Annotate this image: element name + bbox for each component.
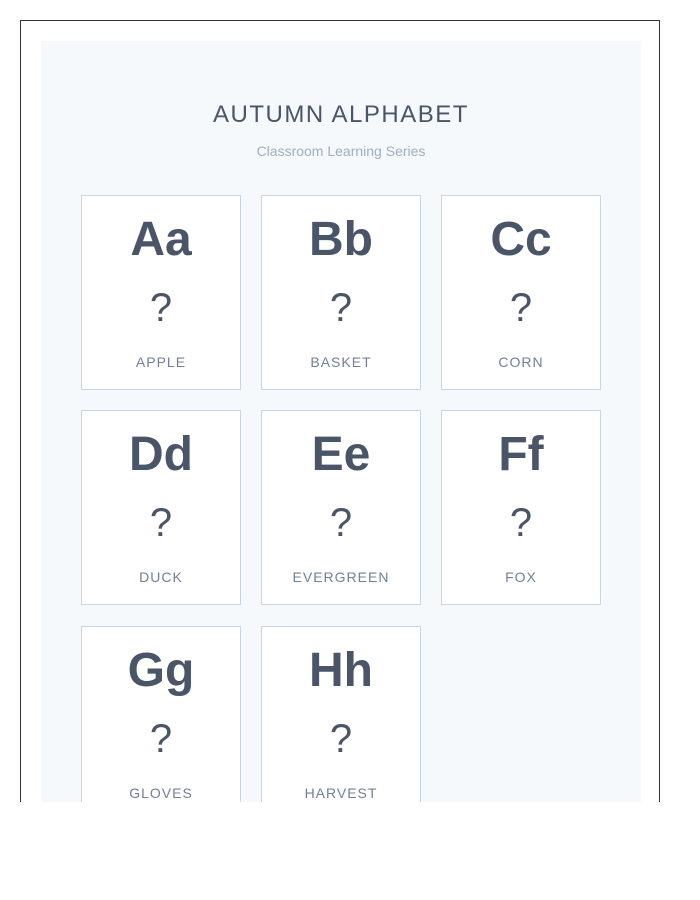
letter-card-b [261,195,421,390]
question-mark-icon: ? [149,717,173,761]
card-word: DUCK [139,569,183,585]
page-frame [20,20,660,802]
question-mark-icon: ? [509,501,533,545]
card-letter: Aa [130,213,192,266]
card-letter: Ee [311,428,371,481]
question-mark-icon: ? [329,717,353,761]
question-mark-icon: ? [329,501,353,545]
card-word: FOX [505,569,537,585]
letter-card-f [441,410,601,605]
card-letter: Bb [309,213,373,266]
question-mark-icon: ? [329,286,353,330]
card-letter: Hh [309,644,373,697]
question-mark-icon: ? [509,286,533,330]
page-subtitle: Classroom Learning Series [256,143,426,159]
card-word: HARVEST [304,785,378,801]
card-letter: Dd [129,428,193,481]
letter-card-a [81,195,241,390]
card-letter: Cc [490,213,552,266]
card-letter: Ff [498,428,544,481]
letter-card-e [261,410,421,605]
question-mark-icon: ? [149,286,173,330]
card-letter: Gg [127,644,195,697]
card-word: APPLE [135,354,187,370]
letter-card-g [81,626,241,802]
page-title: AUTUMN ALPHABET [213,101,469,128]
letter-card-c [441,195,601,390]
card-word: CORN [498,354,544,370]
card-word: BASKET [310,354,372,370]
worksheet [41,41,641,802]
letter-card-d [81,410,241,605]
question-mark-icon: ? [149,501,173,545]
card-word: GLOVES [129,785,193,801]
letter-card-h [261,626,421,802]
card-word: EVERGREEN [292,569,390,585]
